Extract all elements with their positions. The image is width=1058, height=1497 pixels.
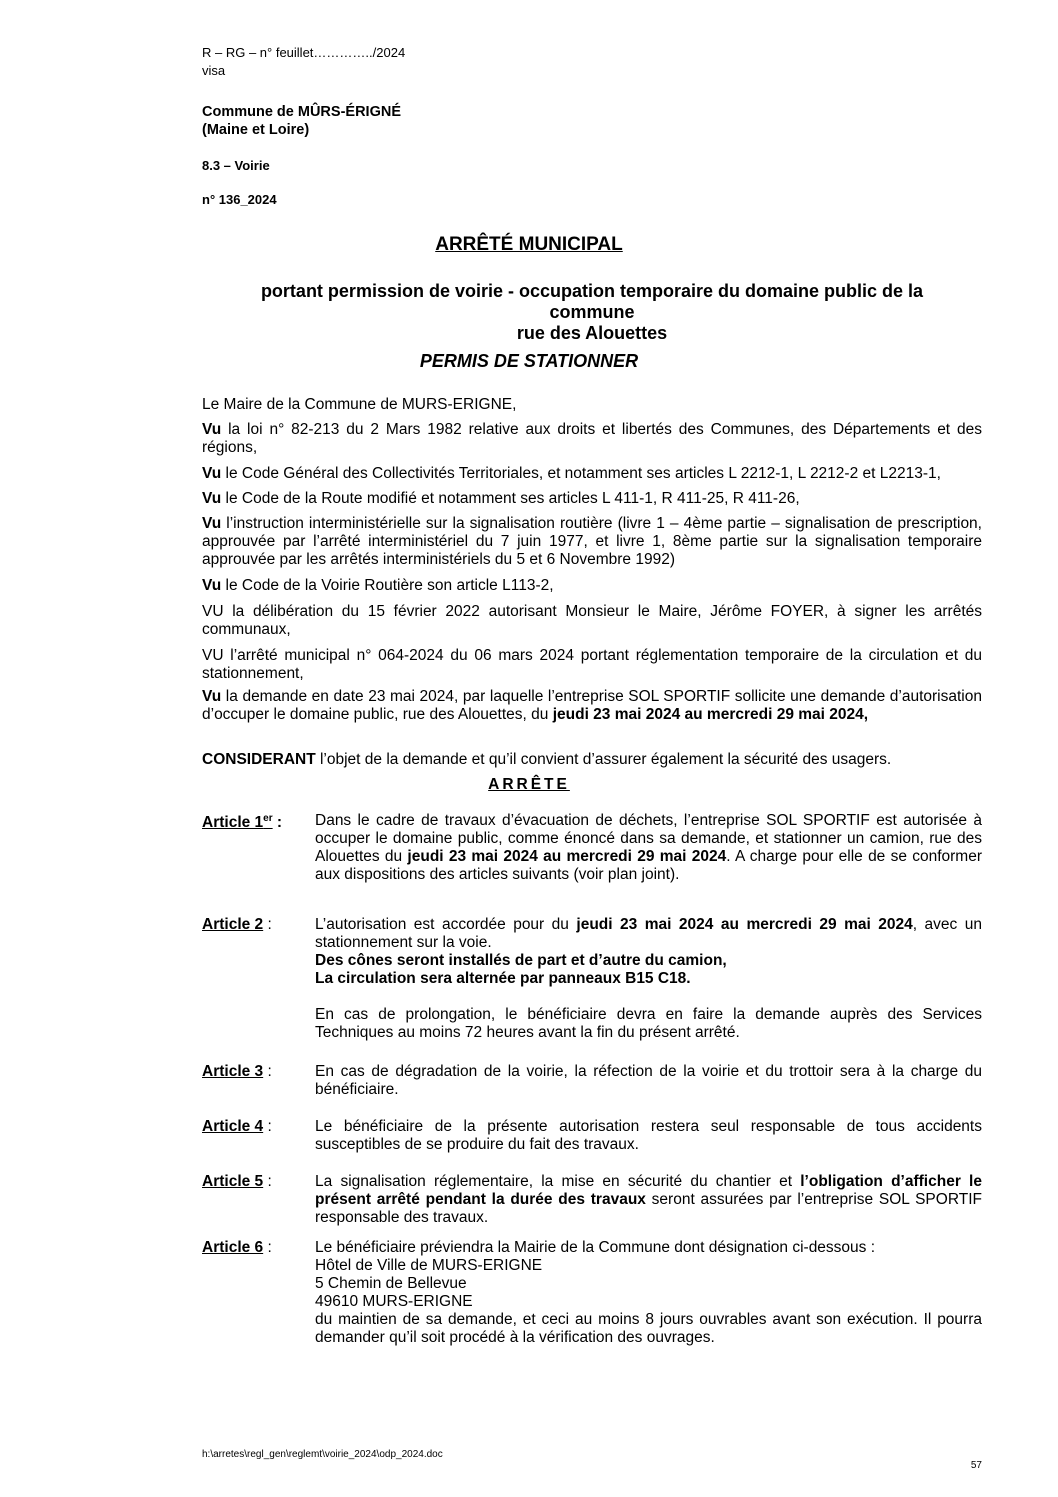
article-6-intro: Le bénéficiaire préviendra la Mairie de la Commune dont désignation ci-dessous : <box>315 1239 876 1256</box>
permis-title: PERMIS DE STATIONNER <box>419 351 639 371</box>
considerant-word: CONSIDERANT <box>202 751 316 768</box>
article-1-text: Dans le cadre de travaux d’évacuation de déchets, l’entreprise SOL SPORTIF est autorisée à occuper le domaine public, comme énoncé dans sa demande, et stationner un camion, rue des Alouettes du jeudi 23 mai 2024 au mercredi 29 mai 2024. A charge pour elle de se conformer aux dispositions des articles suivants (voir plan joint). <box>315 812 982 883</box>
article-6-conclusion: du maintien de sa demande, et ceci au moins 8 jours ouvrables avant son exécution. Il pourra demander qu’il soit procédé à la vérification des ouvrages. <box>315 1311 982 1346</box>
vu-paragraph-1 <box>202 421 982 457</box>
arrete-heading: ARRÊTE <box>488 776 570 793</box>
registry-line: R – RG – n° feuillet…………../2024 <box>202 45 406 60</box>
vu-paragraph-3 <box>202 490 982 508</box>
vu-text: le Code Général des Collectivités Territoriales, et notamment ses articles L 2212-1, L 2212-2 et L2213-1, <box>221 465 941 482</box>
address-line-2: 5 Chemin de Bellevue <box>315 1275 467 1292</box>
article-2-label: Article 2 : <box>202 916 272 933</box>
article-3-text: En cas de dégradation de la voirie, la réfection de la voirie et du trottoir sera à la charge du bénéficiaire. <box>315 1063 982 1098</box>
article-3-label: Article 3 : <box>202 1063 272 1080</box>
article-5-text: La signalisation réglementaire, la mise en sécurité du chantier et l’obligation d’afficher le présent arrêté pendant la durée des travaux seront assurées par l’entreprise SOL SPORTIF responsable des travaux. <box>315 1173 982 1226</box>
article-6-label: Article 6 : <box>202 1239 272 1256</box>
vu-word: Vu <box>202 515 222 532</box>
vu-paragraph-6: VU la délibération du 15 février 2022 autorisant Monsieur le Maire, Jérôme FOYER, à signer les arrêtés communaux, <box>202 603 982 638</box>
vu-word: Vu <box>202 577 222 594</box>
category-label: 8.3 – Voirie <box>202 158 270 173</box>
vu-word: Vu <box>202 465 222 482</box>
article-6-text <box>315 1239 982 1347</box>
document-title: ARRÊTÉ MUNICIPAL <box>435 234 623 255</box>
footer-file-path: h:\arretes\regl_gen\reglemt\voirie_2024\odp_2024.doc <box>202 1449 443 1460</box>
visa-label: visa <box>202 63 226 78</box>
considerant-paragraph <box>202 751 982 769</box>
article-2-text <box>315 916 982 1042</box>
article-1-label: Article 1er : <box>202 812 283 831</box>
vu-paragraph-2 <box>202 465 982 483</box>
article-2-para-2: En cas de prolongation, le bénéficiaire devra en faire la demande auprès des Services Techniques au moins 72 heures avant la fin du présent arrêté. <box>315 1006 982 1041</box>
vu-text: la loi n° 82-213 du 2 Mars 1982 relative aux droits et libertés des Communes, des Départements et des régions, <box>202 421 982 456</box>
vu-paragraph-4 <box>202 515 982 569</box>
address-line-1: Hôtel de Ville de MURS-ERIGNE <box>315 1257 543 1274</box>
address-line-3: 49610 MURS-ERIGNE <box>315 1293 473 1310</box>
article-5-obligation: l’obligation d’afficher le présent arrêté pendant la durée des travaux <box>315 1173 982 1208</box>
vu-text: le Code de la Route modifié et notamment ses articles L 411-1, R 411-25, R 411-26, <box>221 490 800 507</box>
vu-paragraph-8 <box>202 688 982 724</box>
article-2-para-1: L’autorisation est accordée pour du jeudi 23 mai 2024 au mercredi 29 mai 2024, avec un stationnement sur la voie. <box>315 916 983 951</box>
article-label-text: Article 1er <box>202 812 273 831</box>
vu-dates: jeudi 23 mai 2024 au mercredi 29 mai 2024, <box>552 706 869 723</box>
subtitle-line-1: portant permission de voirie - occupation temporaire du domaine public de la <box>260 281 924 301</box>
article-4-text: Le bénéficiaire de la présente autorisation restera seul responsable de tous accidents susceptibles de se produire du fait des travaux. <box>315 1118 982 1153</box>
vu-text: la demande en date 23 mai 2024, par laquelle l’entreprise SOL SPORTIF sollicite une demande d’autorisation d’occuper le domaine public, rue des Alouettes, du <box>202 688 982 723</box>
subtitle-line-3: rue des Alouettes <box>516 323 668 343</box>
article-4-label: Article 4 : <box>202 1118 272 1135</box>
vu-paragraph-5 <box>202 577 982 595</box>
preamble-intro: Le Maire de la Commune de MURS-ERIGNE, <box>202 396 517 413</box>
article-2-circulation: La circulation sera alternée par panneaux B15 C18. <box>315 970 691 987</box>
vu-text: le Code de la Voirie Routière son article L113-2, <box>221 577 554 594</box>
arrete-number: n° 136_2024 <box>202 192 277 207</box>
vu-word: Vu <box>202 421 222 438</box>
article-2-dates: jeudi 23 mai 2024 au mercredi 29 mai 2024 <box>576 916 913 933</box>
commune-name: Commune de MÛRS-ÉRIGNÉ <box>202 104 401 120</box>
article-5-label: Article 5 : <box>202 1173 272 1190</box>
document-subtitle <box>200 281 984 344</box>
article-2-cones: Des cônes seront installés de part et d’autre du camion, <box>315 952 727 969</box>
vu-paragraph-7: VU l’arrêté municipal n° 064-2024 du 06 mars 2024 portant réglementation temporaire de la circulation et du stationnement, <box>202 647 982 682</box>
vu-text: l’instruction interministérielle sur la signalisation routière (livre 1 – 4ème partie – signalisation de prescription, approuvée par l’arrêté interministériel du 7 juin 1977, et livre 1, 8ème partie sur la signalisation temporaire approuvée par les arrêtés interministériels du 5 et 6 Novembre 1992) <box>202 515 982 568</box>
vu-word: Vu <box>202 490 222 507</box>
article-1-dates: jeudi 23 mai 2024 au mercredi 29 mai 2024 <box>407 848 727 865</box>
page-number: 57 <box>970 1460 982 1471</box>
considerant-text: l’objet de la demande et qu’il convient d’assurer également la sécurité des usagers. <box>315 751 892 768</box>
subtitle-line-2: commune <box>549 302 635 322</box>
vu-word: Vu <box>202 688 222 705</box>
department-name: (Maine et Loire) <box>202 122 310 138</box>
